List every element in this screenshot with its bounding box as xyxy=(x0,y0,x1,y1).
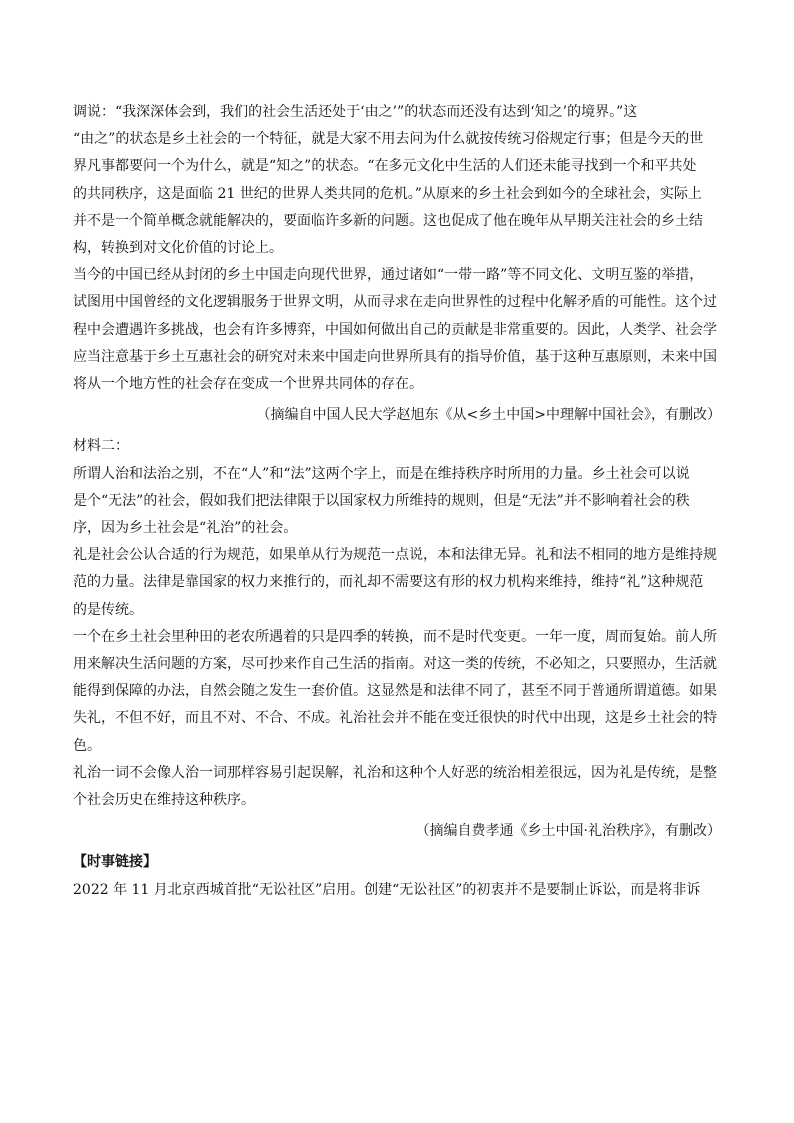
text-line: 的是传统。 xyxy=(73,601,143,618)
text-line: 的共同秩序，这是面临 21 世纪的世界人类共同的危机。”从原来的乡土社会到如今的全球社会，实际上 xyxy=(73,185,702,202)
text-line: “由之”的状态是乡土社会的一个特征，就是大家不用去问为什么就按传统习俗规定行事；但是今天的世 xyxy=(73,131,704,148)
text-line: 失礼，不但不好，而且不对、不合、不成。礼治社会并不能在变迁很快的时代中出现，这是乡土社会的特 xyxy=(73,710,717,727)
text-line: 应当注意基于乡土互惠社会的研究对未来中国走向世界所具有的指导价值，基于这种互惠原则，未来中国 xyxy=(73,348,717,365)
text-line: 2022 年 11 月北京西城首批“无讼社区”启用。创建“无讼社区”的初衷并不是要制止诉讼，而是将非诉 xyxy=(73,881,701,898)
text-line: 用来解决生活问题的方案，尽可抄来作自己生活的指南。对这一类的传统，不必知之，只要照办，生活就 xyxy=(73,656,717,673)
text-line: 色。 xyxy=(73,737,101,754)
text-line: 构，转换到对文化价值的讨论上。 xyxy=(73,240,283,257)
text-line: 是个“无法”的社会，假如我们把法律限于以国家权力所维持的规则，但是“无法”并不影响着社会的秩 xyxy=(73,492,690,509)
text-line: 并不是一个简单概念就能解决的，要面临许多新的问题。这也促成了他在晚年从早期关注社会的乡土结 xyxy=(73,212,703,229)
paragraph-2 xyxy=(73,262,721,398)
text-line: 序，因为乡土社会是“礼治”的社会。 xyxy=(73,520,298,537)
material-2-paragraph-1 xyxy=(73,461,721,543)
text-line: 礼是社会公认合适的行为规范，如果单从行为规范一点说，本和法律无异。礼和法不相同的地方是维持规 xyxy=(73,547,717,564)
text-line: 能得到保障的办法，自然会随之发生一套价值。这显然是和法律不同了，甚至不同于普通所谓道德。如果 xyxy=(73,683,717,700)
source-citation-1: （摘编自中国人民大学赵旭东《从<乡土中国>中理解中国社会》，有删改） xyxy=(256,407,721,424)
text-line: 个社会历史在维持这种秩序。 xyxy=(73,792,255,809)
material-2-label: 材料二： xyxy=(73,438,129,455)
text-line: 调说：“我深深体会到，我们的社会生活还处于‘由之’”的状态而还没有达到‘知之’的境界。”这 xyxy=(73,104,638,120)
material-2-paragraph-3 xyxy=(73,624,721,760)
text-line: 程中会遭遇许多挑战，也会有许多博弈，中国如何做出自己的贡献是非常重要的。因此，人类学、社会学 xyxy=(73,321,717,338)
text-line: 试图用中国曾经的文化逻辑服务于世界文明，从而寻求在走向世界性的过程中化解矛盾的可能性。这个过 xyxy=(73,294,717,311)
text-line: 所谓人治和法治之别，不在“人”和“法”这两个字上，而是在维持秩序时所用的力量。乡土社会可以说 xyxy=(73,465,690,482)
paragraph-1 xyxy=(73,99,721,262)
text-line: 礼治一词不会像人治一词那样容易引起误解，礼治和这种个人好恶的统治相差很远，因为礼是传统，是整 xyxy=(73,764,717,781)
text-line: 当今的中国已经从封闭的乡土中国走向现代世界，通过诸如“一带一路”等不同文化、文明互鉴的举措， xyxy=(73,267,704,284)
material-2-paragraph-2 xyxy=(73,542,721,624)
news-link-heading: 【时事链接】 xyxy=(73,854,157,871)
news-paragraph xyxy=(73,877,721,904)
document-page xyxy=(73,99,721,904)
text-line: 范的力量。法律是靠国家的权力来推行的，而礼却不需要这有形的权力机构来维持，维持“礼”这种规范 xyxy=(73,574,704,591)
text-line: 界凡事都要问一个为什么，就是“知之”的状态。“在多元文化中生活的人们还未能寻找到一个和平共处 xyxy=(73,158,697,175)
source-citation-2: （摘编自费孝通《乡土中国·礼治秩序》，有删改） xyxy=(415,823,721,840)
material-2-paragraph-4 xyxy=(73,760,721,814)
text-line: 一个在乡土社会里种田的老农所遇着的只是四季的转换，而不是时代变更。一年一度，周而复始。前人所 xyxy=(73,628,717,645)
text-line: 将从一个地方性的社会存在变成一个世界共同体的存在。 xyxy=(73,376,423,393)
